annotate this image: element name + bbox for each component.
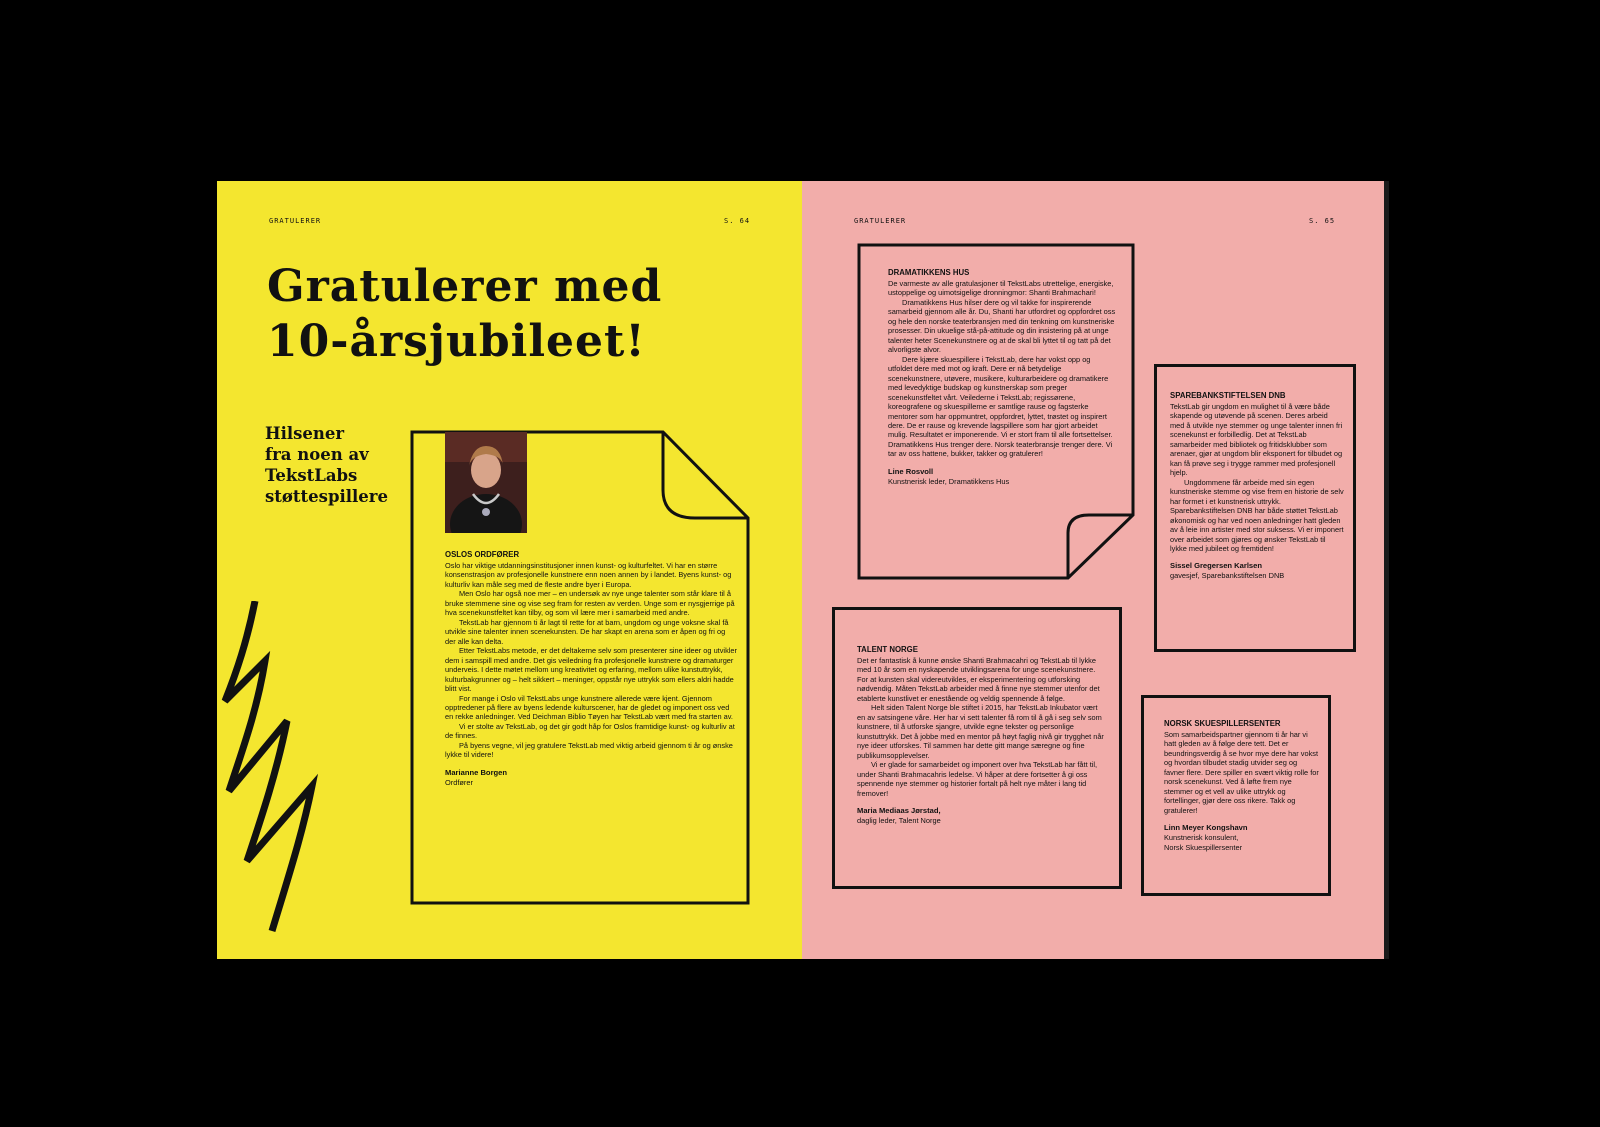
- left-page: [217, 181, 802, 959]
- sparebank-signature: Sissel Gregersen Karlsen: [1170, 561, 1263, 571]
- ordforer-role: Ordfører: [445, 777, 473, 787]
- page-number-left: S. 64: [724, 217, 751, 225]
- title-line-1: Gratulerer med: [267, 261, 663, 312]
- talent-paragraph: Helt siden Talent Norge ble stiftet i 2015, har TekstLab Inkubator vært en av satsingene våre. Her har vi sett talenter få rom til å gå i seg selv som kunstnere, til å utforske sjangre, utvikle egne tekster og personlige kunstuttrykk. Det å jobbe med en mentor på høyt faglig nivå gir trygghet når nye ideer utforskes. Til sammen har dette gitt mange særegne og fine publikumsopplevelser.: [857, 703, 1104, 760]
- skuespiller-heading: NORSK SKUESPILLERSENTER: [1164, 719, 1281, 728]
- ordforer-paragraph: Etter TekstLabs metode, er det deltakerne selv som presenterer sine ideer og utvikler dem i samspill med andre. Det gis veiledning fra profesjonelle kunstnere og dramaturger underveis. I dette møtet mellom ung kreativitet og erfaring, mellom ulike kunstuttrykk, kulturbakgrunner og – helt sikkert – meninger, oppstår nye uttrykk som ellers aldri hadde blitt vist.: [445, 646, 737, 694]
- page-title: [267, 259, 662, 369]
- talent-role: daglig leder, Talent Norge: [857, 815, 941, 825]
- sparebank-paragraph: Ungdommene får arbeide med sin egen kunstneriske stemme og vise frem en historie de selv har formet i et kunstnerisk uttrykk. Sparebankstiftelsen DNB har både støttet TekstLab økonomisk og har ved noen anledninger hatt gleden av å leie inn artister med stor suksess. Vi er imponert over arbeidet som gjøres og ønsker TekstLab til lykke med jubileet og fremtiden!: [1170, 477, 1344, 553]
- sparebank-text: [1170, 391, 1344, 581]
- zigzag-scribble-decoration: [217, 601, 337, 959]
- sparebank-heading: SPAREBANKSTIFTELSEN DNB: [1170, 391, 1286, 400]
- dramatikkens-paragraph: De varmeste av alle gratulasjoner til TekstLabs utrettelige, energiske, ustoppelige og uimotsigelige dronningmor: Shanti Brahmachari!: [888, 278, 1114, 298]
- running-header-right: GRATULERER: [854, 217, 907, 225]
- sparebank-paragraph: TekstLab gir ungdom en mulighet til å være både skapende og utøvende på scenen. Deres arbeid med å utvikle nye stemmer og unge talenter innen fri scenekunst er forbilledlig. Det at TekstLab samarbeider med bibliotek og fritidsklubber som arenaer, gjør at ungdom blir eksponert for tilbudet og kan få prøve seg i trygge rammer med profesjonell hjelp.: [1170, 401, 1343, 478]
- right-page: [802, 181, 1384, 959]
- talent-text: [857, 645, 1107, 825]
- title-line-2: 10-årsjubileet!: [267, 316, 646, 367]
- talent-signature: Maria Mediaas Jørstad,: [857, 806, 941, 815]
- subtitle: Hilsener fra noen av TekstLabs støttespillere: [265, 424, 388, 507]
- ordforer-paragraph: På byens vegne, vil jeg gratulere TekstLab med viktig arbeid gjennom ti år og ønske lykke til videre!: [445, 740, 733, 760]
- dramatikkens-heading: DRAMATIKKENS HUS: [888, 268, 970, 277]
- talent-paragraph: Vi er glade for samarbeidet og imponert over hva TekstLab har fått til, under Shanti Brahmacahris ledelse. Vi håper at dere fortsetter å gi oss spennende nye stemmer og historier fortalt på helt nye måter i lang tid fremover!: [857, 760, 1098, 798]
- dramatikkens-role: Kunstnerisk leder, Dramatikkens Hus: [888, 476, 1010, 486]
- ordforer-paragraph: Men Oslo har også noe mer – en undersøk av nye unge talenter som står klare til å bruke stemmene sine og vise seg fram for resten av verden. Unge som er nysgjerrige på hva scenekunstfeltet kan tilby, og som vil lære mer i samarbeid med andre.: [445, 589, 735, 618]
- ordforer-paragraph: Vi er stolte av TekstLab, og det gir godt håp for Oslos framtidige kunst- og kulturliv at de finnes.: [445, 721, 735, 741]
- sparebank-role: gavesjef, Sparebankstiftelsen DNB: [1170, 571, 1285, 581]
- skuespiller-paragraph: Som samarbeidspartner gjennom ti år har vi hatt gleden av å følge dere tett. Det er beundringsverdig å se hvor mye dere har vokst og hvordan tilbudet stadig utvider seg og favner flere. Dere spiller en svært viktig rolle for norsk scenekunst. Ved å løfte frem nye stemmer og et vell av ulike uttrykk og fortellinger, gjør dere oss rikere. Takk og gratulerer!: [1164, 729, 1319, 815]
- ordforer-paragraph: TekstLab har gjennom ti år lagt til rette for at barn, ungdom og unge voksne skal få utvikle sine talenter innen scenekunsten. De har skapt en arena som er åpen og fri og der alle kan delta.: [445, 617, 729, 646]
- talent-heading: TALENT NORGE: [857, 645, 918, 654]
- running-header-left: GRATULERER: [269, 217, 322, 225]
- portrait-image: [445, 432, 527, 533]
- dramatikkens-text: [888, 268, 1116, 486]
- dramatikkens-paragraph: Dramatikkens Hus hilser dere og vil takke for inspirerende samarbeid gjennom alle år. Du, Shanti har utfordret og oppfordret oss og hele den norske teaterbransjen med din tenkning om kunstneriske prosesser. Din ukuelige stå-på-attitude og din insistering på at unge talenter heter Scenekunstnere og at de skal bli lyttet til og tatt på det alvorligste alvor.: [888, 297, 1116, 355]
- dramatikkens-paragraph: Dere kjære skuespillere i TekstLab, dere har vokst opp og utfoldet dere med mot og kraft. Dere er nå betydelige scenekunstnere, utøvere, musikere, kulturarbeidere og dramatikere med levedyktige budskap og kunstnerskap som preger scenekunstfeltet vårt. Veilederne i TekstLab; regissørene, koreografene og skuespillerne er samtlige rause og fagsterke mentorer som har oppmuntret, oppfordret, lyttet, trøstet og inspirert dere. De er rause og krevende lagspillere som har gjort arbeidet mulig. Resultatet er imponerende. Vi er stort fram til alle fortsettelser. Dramatikkens Hus trenger dere. Norsk teaterbransje trenger dere. Vi tar av oss hattene, bukker, takker og gratulerer!: [888, 354, 1113, 459]
- page-edge-shadow: [1384, 181, 1389, 959]
- ordforer-signature: Marianne Borgen: [445, 767, 508, 777]
- ordforer-text: [445, 550, 737, 787]
- ordforer-portrait: [445, 432, 527, 533]
- skuespiller-text: [1164, 719, 1319, 852]
- ordforer-paragraph: Oslo har viktige utdanningsinstitusjoner innen kunst- og kulturfeltet. Vi har en større konsenstrasjon av profesjonelle kunstnere enn noen annen by i landet. Byens kunst- og kulturliv kan måle seg med de fleste andre byer i Europa.: [445, 560, 732, 589]
- ordforer-paragraph: For mange i Oslo vil TekstLabs unge kunstnere allerede være kjent. Gjennom opptredener på flere av byens ledende kulturscener, har de gledet og imponert oss ved en rekke anledninger. Ved Deichman Biblio Tøyen har TekstLab vært med fra starten av.: [445, 693, 733, 722]
- skuespiller-role: Kunstnerisk konsulent, Norsk Skuespillersenter: [1164, 832, 1243, 852]
- page-number-right: S. 65: [1309, 217, 1336, 225]
- ordforer-heading: OSLOS ORDFØRER: [445, 550, 520, 559]
- dramatikkens-signature: Line Rosvoll: [888, 466, 934, 476]
- skuespiller-signature: Linn Meyer Kongshavn: [1164, 823, 1248, 833]
- talent-paragraph: Det er fantastisk å kunne ønske Shanti Brahmacahri og TekstLab til lykke med 10 år som en nyskapende utviklingsarena for unge scenekunstnere. For at kunsten skal videreutvikles, er eksperimentering og utforsking nødvendig. Måten TekstLab arbeider med å finne nye stemmer utenfor det etablerte kunstlivet er enestående og veldig spennende å følge.: [857, 655, 1100, 703]
